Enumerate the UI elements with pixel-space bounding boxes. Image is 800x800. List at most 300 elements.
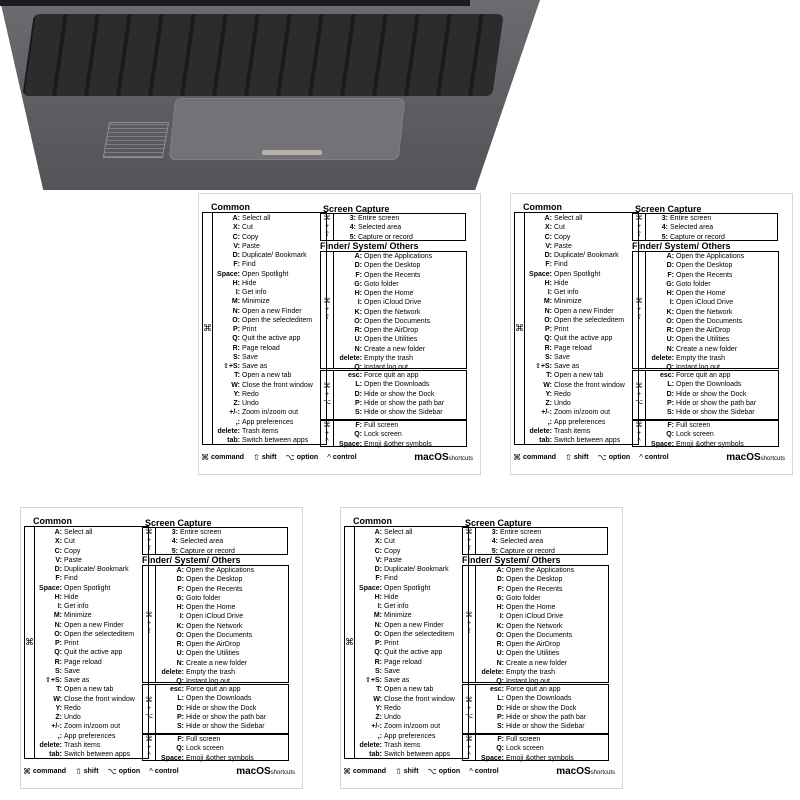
shortcut-row [525, 399, 638, 408]
shortcut-key: D: [176, 576, 184, 584]
command-shift-icon [321, 252, 334, 368]
shortcut-key: delete: [39, 741, 62, 749]
shortcut-action: Hide or show the Sidebar [364, 409, 443, 416]
shortcut-key: ,: [235, 418, 240, 426]
shortcut-action: Open the Utilities [186, 650, 240, 658]
command-icon: ⌘ [23, 766, 31, 776]
capture-list [632, 213, 778, 241]
shortcut-action: Open the Desktop [676, 262, 733, 270]
shortcut-row [355, 630, 468, 639]
shortcut-action: Open the Applications [676, 253, 745, 260]
legend-shift: ⇧ shift [565, 452, 589, 462]
shortcut-action: App preferences [554, 418, 606, 426]
shortcut-row [476, 566, 608, 575]
shortcut-key: S: [497, 723, 504, 730]
shortcut-row [35, 556, 148, 565]
shortcut-row [156, 603, 288, 612]
shortcut-key: A: [666, 253, 674, 260]
shortcut-row [334, 289, 466, 298]
shortcut-row [355, 556, 468, 565]
shortcut-action: Print [242, 326, 257, 333]
shortcut-row [156, 649, 288, 658]
modifier-glyph-icon: ⇧ [324, 314, 330, 321]
shortcut-key: Q: [666, 364, 674, 371]
shortcut-row [646, 440, 778, 449]
shortcut-row [525, 288, 638, 297]
shortcut-key: H: [496, 604, 504, 611]
shortcut-action: Hide or show the Dock [364, 390, 435, 398]
shortcut-key: tab: [369, 751, 382, 758]
shortcut-row [334, 335, 466, 344]
shortcut-key: P: [233, 326, 240, 333]
command-shift-icon [463, 566, 476, 682]
shortcut-key: Q: [544, 335, 552, 343]
shortcut-row [355, 602, 468, 611]
shortcut-key: X: [545, 224, 552, 232]
shortcut-key: D: [354, 262, 362, 270]
modifier-glyph-icon: ⇧ [146, 545, 152, 552]
laptop-notch [262, 150, 322, 155]
modifier-glyph-icon: ⌘ [323, 383, 331, 390]
shortcut-key: Space: [217, 270, 240, 278]
command-control-icon [321, 421, 334, 446]
shortcut-row [476, 735, 608, 744]
shortcut-row [525, 408, 638, 417]
shortcut-row [35, 602, 148, 611]
shortcut-row [525, 279, 638, 288]
shortcut-row [476, 528, 607, 537]
shortcut-key: Q: [176, 678, 184, 685]
shortcut-key: D: [232, 252, 240, 259]
shortcut-row [525, 233, 638, 242]
shortcut-row [334, 421, 466, 430]
shortcut-row [35, 658, 148, 667]
shortcut-action: Save as [64, 677, 90, 684]
command-icon: ⌘ [203, 213, 213, 444]
shortcut-action: Goto folder [186, 594, 221, 602]
shortcut-row [156, 585, 288, 594]
shortcut-key: Z: [545, 400, 552, 407]
shortcut-row [355, 621, 468, 630]
shortcut-row [525, 223, 638, 232]
shortcut-row [476, 575, 608, 584]
shortcut-row [213, 214, 326, 223]
shortcut-key: N: [54, 621, 62, 629]
shortcut-row [35, 648, 148, 657]
shortcut-action: Close the front window [384, 695, 455, 703]
modifier-glyph-icon: ⌘ [323, 421, 331, 429]
shortcut-row [213, 418, 326, 427]
shortcut-action: Save [554, 353, 570, 361]
shortcut-key: Z: [55, 714, 62, 721]
shortcut-key: A: [54, 529, 62, 536]
shortcut-action: Zoom in/zoom out [554, 409, 611, 417]
shortcut-action: Empty the trash [186, 668, 236, 676]
shortcut-action: Duplicate/ Bookmark [554, 252, 619, 259]
shortcut-row [476, 744, 608, 753]
shortcut-row [355, 547, 468, 556]
shortcut-action: Save as [554, 363, 580, 370]
shortcut-row [334, 308, 466, 317]
shortcut-key: K: [354, 308, 362, 316]
shortcut-action: Hide [554, 279, 569, 287]
shortcut-action: App preferences [242, 418, 294, 426]
modifier-glyph-icon: ⌘ [323, 298, 331, 305]
shortcut-row [355, 741, 468, 750]
shortcut-action: Get info [242, 289, 267, 296]
shortcut-row [476, 713, 608, 722]
shortcut-key: S: [667, 409, 674, 416]
shortcut-row [156, 713, 288, 722]
shortcut-row [476, 704, 608, 713]
shortcut-row [476, 585, 608, 594]
shortcut-key: F: [497, 736, 504, 743]
modifier-glyph-icon: ⌘ [465, 697, 473, 704]
shortcut-row [156, 640, 288, 649]
shortcut-action: Get info [554, 289, 579, 296]
shortcut-action: Open the selecteditem [64, 630, 135, 638]
shortcut-action: Open the Utilities [364, 336, 418, 344]
shortcut-key: H: [232, 279, 240, 287]
modifier-glyph-icon: + [466, 620, 472, 627]
shortcut-row [35, 713, 148, 722]
shortcut-action: Open the Applications [364, 253, 433, 260]
shortcut-action: Save [242, 353, 258, 361]
shortcut-key: H: [354, 290, 362, 297]
shortcut-row [35, 676, 148, 685]
control-list [320, 420, 467, 447]
shortcut-key: Q: [496, 745, 504, 753]
shortcut-key: 3: [171, 529, 178, 536]
shortcut-key: D: [354, 390, 362, 398]
shortcut-action: Cut [554, 224, 565, 232]
modifier-glyph-icon: + [636, 391, 642, 398]
modifier-glyph-icon: + [466, 705, 472, 712]
shortcut-row [476, 594, 608, 603]
shortcut-action: Quit the active app [384, 649, 443, 657]
shortcut-action: Save as [242, 363, 268, 370]
legend-command: ⌘ command [23, 766, 67, 776]
shortcut-key: R: [176, 641, 184, 648]
modifier-glyph-icon: ⇧ [636, 231, 642, 238]
shortcut-row [35, 574, 148, 583]
shortcut-row [355, 695, 468, 704]
shortcut-key: F: [497, 585, 504, 593]
shortcut-row [646, 408, 778, 417]
shortcut-row [35, 732, 148, 741]
shortcut-action: Get info [384, 603, 409, 610]
shortcut-action: Open the Documents [186, 631, 253, 639]
command-option-icon [143, 685, 156, 733]
shortcut-row [156, 622, 288, 631]
shortcut-row [35, 528, 148, 537]
shortcut-key: W: [543, 381, 552, 389]
modifier-glyph-icon: + [324, 306, 330, 313]
shortcut-row [213, 307, 326, 316]
shortcut-action: Lock screen [506, 745, 544, 753]
legend-option: ⌥ option [597, 452, 631, 462]
shortcut-row [525, 334, 638, 343]
shortcut-action: Goto folder [506, 594, 541, 602]
shortcut-row [525, 270, 638, 279]
shortcut-row [355, 667, 468, 676]
shortcut-key: U: [354, 336, 362, 344]
shortcut-key: 5: [661, 233, 668, 241]
shortcut-key: ,: [547, 418, 552, 426]
shortcut-action: Paste [384, 556, 402, 564]
shortcut-action: Open Spotlight [554, 270, 601, 278]
legend-option: ⌥ option [427, 766, 461, 776]
shortcut-key: ⇧+S: [45, 677, 62, 684]
shortcut-key: ⇧+S: [365, 677, 382, 684]
modifier-glyph-icon: ⌘ [465, 612, 473, 619]
shortcut-action: Open the Home [676, 290, 726, 297]
shortcut-row [156, 685, 288, 694]
shortcut-action: Entire screen [180, 529, 222, 536]
shortcut-action: Selected area [670, 224, 714, 232]
shortcut-action: Open the Desktop [364, 262, 421, 270]
modifier-glyph-icon: ⌘ [145, 697, 153, 704]
shortcut-row [35, 537, 148, 546]
shortcut-action: Open the Downloads [506, 695, 572, 703]
shortcut-key: +/-: [51, 723, 62, 731]
shortcut-row [476, 640, 608, 649]
shortcut-row [35, 741, 148, 750]
shortcut-row [646, 317, 778, 326]
shortcut-row [35, 621, 148, 630]
shortcut-row [646, 214, 777, 223]
shortcut-action: Switch between apps [242, 437, 309, 444]
shortcut-key: P: [355, 399, 362, 407]
shortcut-action: Open the Network [506, 622, 563, 630]
brand-label: macOSshortcuts [556, 765, 615, 777]
shortcut-action: Open a new tab [554, 372, 604, 380]
option-icon: ⌥ [427, 766, 437, 776]
shortcut-action: Open a new Finder [384, 621, 444, 629]
shortcut-row [476, 668, 608, 677]
shortcut-row [35, 667, 148, 676]
shortcut-key: N: [666, 345, 674, 353]
shortcut-row [646, 223, 777, 232]
shortcut-row [476, 685, 608, 694]
shortcut-action: Force quit an app [676, 372, 731, 379]
shortcut-key: N: [374, 621, 382, 629]
shortcut-key: Z: [233, 400, 240, 407]
shortcut-action: Instant log out [186, 678, 230, 685]
modifier-glyph-icon: ⇧ [324, 231, 330, 238]
shortcut-row [476, 622, 608, 631]
modifier-glyph-icon: ^ [325, 437, 329, 445]
capture-list [142, 527, 288, 555]
shortcut-key: delete: [217, 427, 240, 435]
shortcut-action: Open Spotlight [64, 584, 111, 592]
shortcut-row [355, 648, 468, 657]
shortcut-key: ,: [57, 732, 62, 740]
shortcut-action: Open the selecteditem [384, 630, 455, 638]
shortcut-action: Open iCloud Drive [186, 613, 244, 621]
shortcut-action: Trash items [242, 427, 279, 435]
shortcut-action: Lock screen [676, 431, 714, 439]
shortcut-row [355, 593, 468, 602]
shortcut-action: Open the Documents [676, 317, 743, 325]
shortcut-action: Open the Network [676, 308, 733, 316]
shortcut-row [213, 371, 326, 380]
shortcut-action: Copy [242, 233, 259, 241]
shortcut-key: D: [666, 262, 674, 270]
shortcut-action: Undo [64, 714, 81, 721]
shortcut-action: Capture or record [500, 547, 555, 555]
shortcut-action: Open the Desktop [506, 576, 563, 584]
shortcut-row [213, 353, 326, 362]
shortcut-row [525, 297, 638, 306]
shortcut-row [156, 537, 287, 546]
shortcut-row [213, 223, 326, 232]
shortcut-action: Open the selecteditem [554, 316, 625, 324]
shortcut-key: N: [232, 307, 240, 315]
legend [201, 450, 479, 464]
modifier-glyph-icon: ⌥ [144, 713, 154, 720]
option-icon: ⌥ [597, 452, 607, 462]
shortcut-key: L: [667, 381, 674, 389]
shortcut-action: Open the Utilities [506, 650, 560, 658]
shortcut-key: P: [667, 399, 674, 407]
shortcut-row [213, 270, 326, 279]
shortcut-key: Space: [651, 440, 674, 448]
shortcut-key: C: [544, 233, 552, 241]
shortcut-action: Hide or show the path bar [506, 713, 587, 721]
shortcut-action: Open Spotlight [242, 270, 289, 278]
shortcut-action: Open the Recents [676, 271, 733, 279]
modifier-glyph-icon: ⌘ [465, 529, 473, 536]
legend [23, 764, 301, 778]
shift-icon: ⇧ [395, 766, 402, 776]
shortcut-key: L: [497, 695, 504, 703]
shortcut-row [355, 676, 468, 685]
shortcut-key: D: [496, 576, 504, 584]
shortcut-key: P: [497, 713, 504, 721]
shortcut-action: Switch between apps [64, 751, 131, 758]
shortcut-row [156, 575, 288, 584]
shortcut-key: T: [56, 686, 62, 694]
shortcut-key: Y: [233, 390, 240, 398]
shortcut-row [334, 345, 466, 354]
shortcut-key: esc: [659, 372, 674, 379]
legend-option: ⌥ option [285, 452, 319, 462]
shortcut-row [334, 399, 466, 408]
shortcut-key: L: [355, 381, 362, 389]
shortcut-row [35, 565, 148, 574]
shortcut-action: Zoom in/zoom out [242, 409, 299, 417]
shortcut-key: Z: [375, 714, 382, 721]
common-list [202, 212, 330, 445]
shortcut-key: Y: [545, 390, 552, 398]
command-icon: ⌘ [201, 452, 209, 462]
shortcut-row [156, 722, 288, 731]
shortcut-key: R: [544, 344, 552, 352]
shortcut-action: Paste [554, 242, 572, 250]
shortcut-row [646, 271, 778, 280]
shortcut-key: 5: [349, 233, 356, 241]
shortcut-key: M: [53, 612, 62, 620]
shortcut-row [156, 744, 288, 753]
shortcut-action: Open the Utilities [676, 336, 730, 344]
shortcut-row [646, 430, 778, 439]
shortcut-row [646, 261, 778, 270]
shortcut-key: delete: [481, 668, 504, 676]
shortcut-key: A: [176, 567, 184, 574]
shortcut-action: Instant log out [676, 364, 720, 371]
shortcut-action: Open iCloud Drive [506, 613, 564, 621]
shortcut-action: Print [64, 640, 79, 647]
shortcut-row [355, 565, 468, 574]
modifier-glyph-icon: ⌘ [145, 529, 153, 536]
shortcut-key: X: [375, 538, 382, 546]
shortcut-action: Minimize [554, 298, 582, 306]
shortcut-key: O: [374, 630, 382, 638]
shortcut-key: D: [666, 390, 674, 398]
control-icon: ^ [149, 766, 153, 776]
capture-title: Screen Capture [145, 518, 212, 528]
shortcut-action: Copy [554, 233, 571, 241]
capture-list [320, 213, 466, 241]
shortcut-row [334, 440, 466, 449]
shortcut-action: Capture or record [358, 233, 413, 241]
shortcut-key: O: [496, 631, 504, 639]
shortcut-action: Trash items [64, 741, 101, 749]
shortcut-action: Save [64, 667, 80, 675]
shortcut-key: delete: [339, 354, 362, 362]
shortcut-row [213, 260, 326, 269]
shortcut-action: Zoom in/zoom out [384, 723, 441, 731]
shortcut-action: Full screen [506, 736, 541, 743]
shortcut-row [646, 380, 778, 389]
shortcut-key: Space: [359, 584, 382, 592]
shortcut-key: esc: [489, 686, 504, 693]
shortcut-row [213, 408, 326, 417]
shortcut-action: Select all [554, 215, 583, 222]
shortcut-key: N: [496, 659, 504, 667]
shortcut-row [35, 630, 148, 639]
shortcut-row [525, 251, 638, 260]
shortcut-key: Q: [54, 649, 62, 657]
shortcut-action: Paste [64, 556, 82, 564]
shortcut-row [525, 381, 638, 390]
shortcut-action: Force quit an app [364, 372, 419, 379]
shortcut-action: Cut [384, 538, 395, 546]
legend-control: ^ control [149, 766, 179, 776]
shortcut-key: N: [176, 659, 184, 667]
shortcut-action: Close the front window [64, 695, 135, 703]
shortcut-key: +/-: [541, 409, 552, 417]
shortcut-action: Capture or record [180, 547, 235, 555]
shortcut-row [646, 289, 778, 298]
modifier-glyph-icon: + [324, 223, 330, 230]
shortcut-action: Open the selecteditem [242, 316, 313, 324]
shortcut-key: R: [354, 327, 362, 334]
shortcut-key: U: [666, 336, 674, 344]
shortcut-key: R: [666, 327, 674, 334]
shortcut-action: Zoom in/zoom out [64, 723, 121, 731]
shortcut-key: S: [355, 409, 362, 416]
shortcut-action: Switch between apps [384, 751, 451, 758]
shortcut-row [156, 668, 288, 677]
legend [343, 764, 621, 778]
shortcut-key: M: [231, 298, 240, 306]
shortcut-key: O: [54, 630, 62, 638]
shortcut-action: Open the Recents [186, 585, 243, 593]
shortcut-row [213, 242, 326, 251]
modifier-glyph-icon: ⌘ [635, 298, 643, 305]
